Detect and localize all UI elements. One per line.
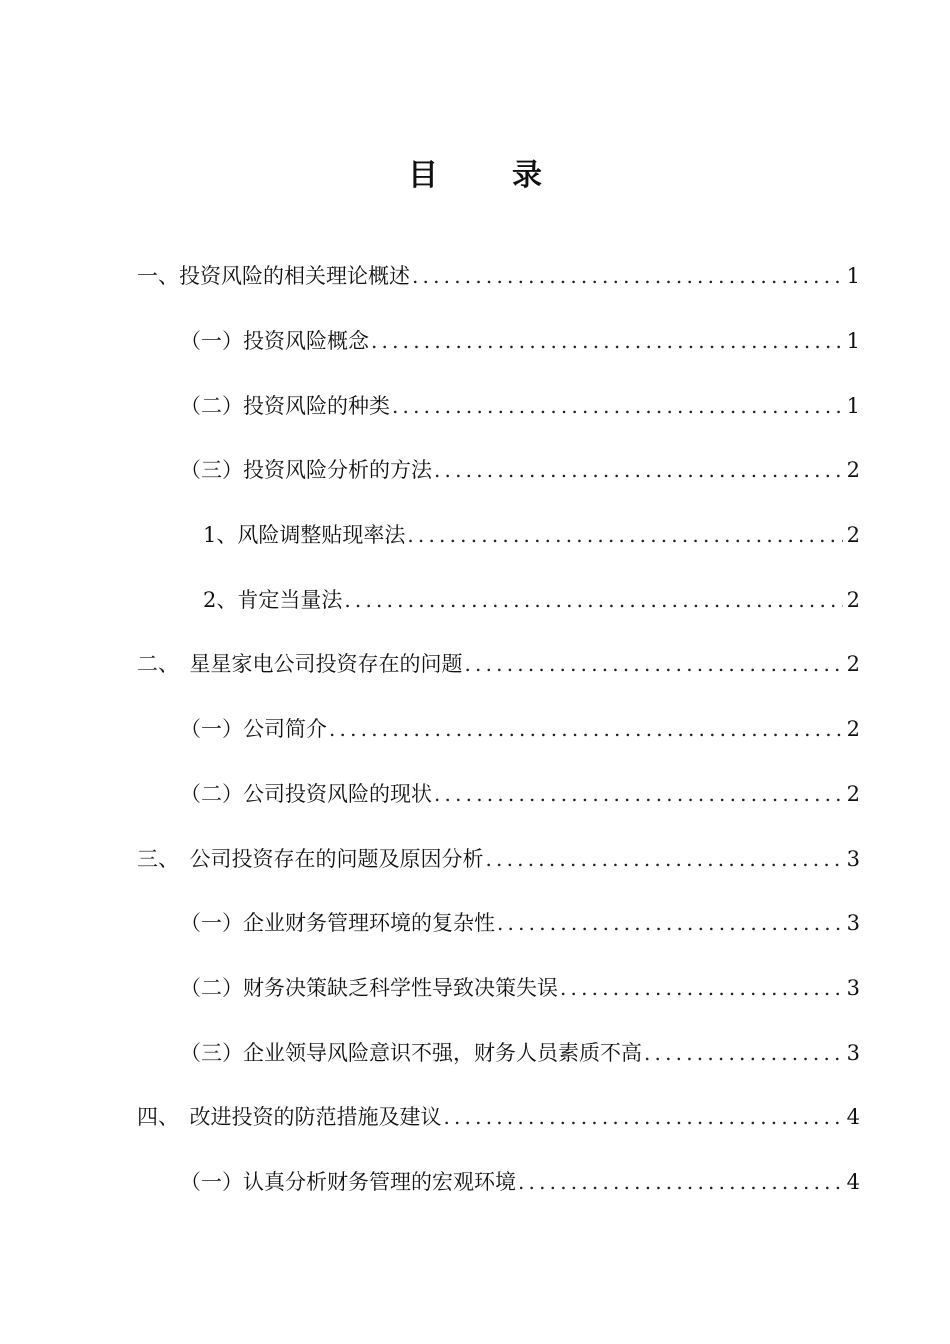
- toc-page-number: 2: [846, 781, 860, 806]
- toc-leader-dots: [434, 779, 843, 809]
- toc-leader-dots: [434, 455, 843, 485]
- toc-entry-text: 2、肯定当量法: [203, 587, 343, 612]
- toc-entry-text: 四、 改进投资的防范措施及建议: [137, 1105, 442, 1130]
- toc-entry[interactable]: [0, 956, 950, 1021]
- toc-entry-text: （三）投资风险分析的方法: [180, 458, 432, 483]
- toc-leader-dots: [392, 391, 843, 421]
- toc-page-number: 2: [846, 523, 860, 548]
- toc-page-number: 1: [846, 264, 860, 289]
- toc-entry-text: （一）公司简介: [180, 717, 327, 742]
- toc-leader-dots: [486, 844, 843, 874]
- toc-entry[interactable]: [0, 567, 950, 632]
- toc-page-number: 4: [846, 1169, 860, 1194]
- toc-entry-text: （二）财务决策缺乏科学性导致决策失误: [180, 975, 558, 1000]
- toc-leader-dots: [518, 1167, 843, 1197]
- toc-entry[interactable]: [0, 1150, 950, 1215]
- toc-page-number: 4: [846, 1105, 860, 1130]
- toc-leader-dots: [407, 520, 842, 550]
- toc-page-number: 1: [846, 393, 860, 418]
- toc-page-number: 2: [846, 458, 860, 483]
- toc-entry-text: 三、 公司投资存在的问题及原因分析: [137, 846, 484, 871]
- toc-page-number: 2: [846, 652, 860, 677]
- toc-entry-text: （一）投资风险概念: [180, 329, 369, 354]
- toc-entry-text: 二、 星星家电公司投资存在的问题: [137, 652, 463, 677]
- toc-entry[interactable]: [0, 891, 950, 956]
- toc-entry[interactable]: [0, 1085, 950, 1150]
- toc-leader-dots: [412, 261, 843, 291]
- toc-page-number: 3: [846, 911, 860, 936]
- toc-page-number: 3: [846, 1040, 860, 1065]
- toc-leader-dots: [444, 1102, 843, 1132]
- toc-page-number: 2: [846, 717, 860, 742]
- toc-entry[interactable]: [0, 503, 950, 568]
- toc-entry-text: （二）公司投资风险的现状: [180, 781, 432, 806]
- toc-entry[interactable]: [0, 244, 950, 309]
- toc-entry[interactable]: [0, 1020, 950, 1085]
- toc-entry-text: （一）认真分析财务管理的宏观环境: [180, 1169, 516, 1194]
- toc-page-number: 3: [846, 846, 860, 871]
- toc-entry-text: 1、风险调整贴现率法: [203, 523, 406, 548]
- toc-leader-dots: [371, 326, 843, 356]
- toc-entry[interactable]: [0, 373, 950, 438]
- toc-entry[interactable]: [0, 632, 950, 697]
- toc-entry[interactable]: [0, 438, 950, 503]
- table-of-contents: [0, 244, 950, 1214]
- toc-leader-dots: [560, 973, 843, 1003]
- toc-entry-text: 一、投资风险的相关理论概述: [137, 264, 410, 289]
- toc-entry[interactable]: [0, 762, 950, 827]
- toc-entry-text: （一）企业财务管理环境的复杂性: [180, 911, 495, 936]
- page-title: 目 录: [408, 158, 564, 193]
- toc-leader-dots: [497, 908, 843, 938]
- toc-entry-text: （三）企业领导风险意识不强，财务人员素质不高: [180, 1040, 642, 1065]
- toc-entry[interactable]: [0, 309, 950, 374]
- toc-leader-dots: [329, 714, 843, 744]
- toc-leader-dots: [465, 649, 843, 679]
- toc-page-number: 3: [846, 975, 860, 1000]
- toc-page-number: 1: [846, 329, 860, 354]
- toc-page-number: 2: [846, 587, 860, 612]
- toc-leader-dots: [344, 585, 842, 615]
- toc-entry-text: （二）投资风险的种类: [180, 393, 390, 418]
- toc-entry[interactable]: [0, 826, 950, 891]
- toc-leader-dots: [644, 1038, 843, 1068]
- toc-entry[interactable]: [0, 697, 950, 762]
